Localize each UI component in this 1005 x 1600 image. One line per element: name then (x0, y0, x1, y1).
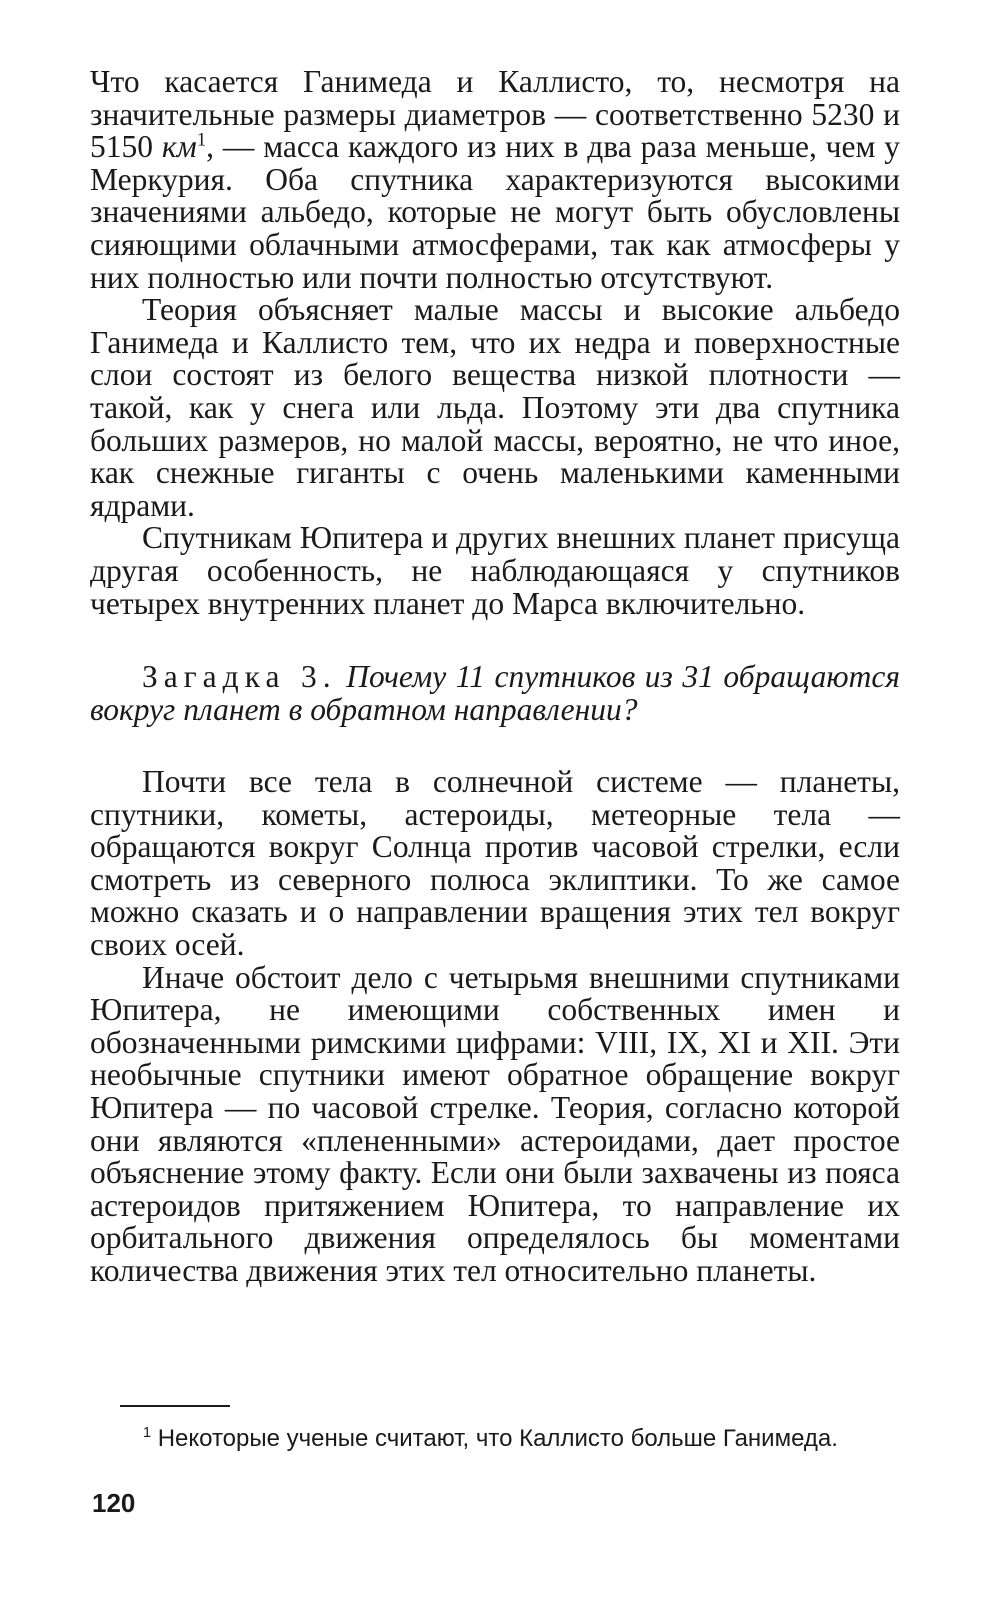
page-body (90, 66, 900, 1288)
footnote-reference: 1 (196, 129, 207, 151)
riddle-label: Загадка 3. (142, 659, 337, 695)
paragraph-outer-satellites: Спутникам Юпитера и других внешних планет присуща другая особенность, не наблюдающаяся у спутников четырех внутренних планет до Марса включительно. (90, 520, 900, 621)
paragraph-text: , — масса каждого из них в два раза меньше, чем у Меркурия. Оба спутника характеризуются высокими значениями альбедо, которые не могут быть обусловлены сияющими облачными атмосферами, так как атмосферы у них полностью или почти полностью отсутствуют. (90, 129, 901, 295)
footnote-divider (120, 1405, 230, 1407)
footnote (143, 1424, 838, 1454)
unit-km: км (161, 129, 197, 165)
page-number: 120 (92, 1488, 136, 1518)
riddle-heading (90, 660, 900, 726)
paragraph-retrograde-satellites: Иначе обстоит дело с четырьмя внешними спутниками Юпитера, не имеющими собственных имен и обозначенными римскими цифрами: VIII, IX, XI и XII. Эти необычные спутники имеют обратное обращение вокруг Юпитера — по часовой стрелке. Теория, согласно которой они являются «плененными» астероидами, дает простое объяснение этому факту. Если они были захвачены из пояса астероидов притяжением Юпитера, то направление их орбитального движения определялось бы моментами количества движения этих тел относительно планеты. (90, 959, 900, 1288)
paragraph-ganymede-callisto (90, 66, 900, 294)
riddle-question: Почему 11 спутников из 31 обращаются вокруг планет в обратном направлении? (90, 659, 901, 728)
footnote-text: Некоторые ученые считают, что Каллисто больше Ганимеда. (157, 1425, 838, 1452)
paragraph-theory-low-mass: Теория объясняет малые массы и высокие альбедо Ганимеда и Каллисто тем, что их недра и поверхностные слои состоят из белого вещества низкой плотности — такой, как у снега или льда. Поэтому эти два спутника больших размеров, но малой массы, вероятно, не что иное, как снежные гиганты с очень маленькими каменными ядрами. (90, 292, 900, 523)
paragraph-orbital-direction: Почти все тела в солнечной системе — планеты, спутники, кометы, астероиды, метеорные тела — обращаются вокруг Солнца против часовой стрелки, если смотреть из северного полюса эклиптики. То же самое можно сказать и о направлении вращения этих тел вокруг своих осей. (90, 764, 900, 963)
footnote-marker: 1 (143, 1425, 152, 1441)
paragraph-text: Что касается Ганимеда и Каллисто, то, несмотря на значительные размеры диаметров — соответственно 5230 и 5150 (90, 64, 900, 165)
